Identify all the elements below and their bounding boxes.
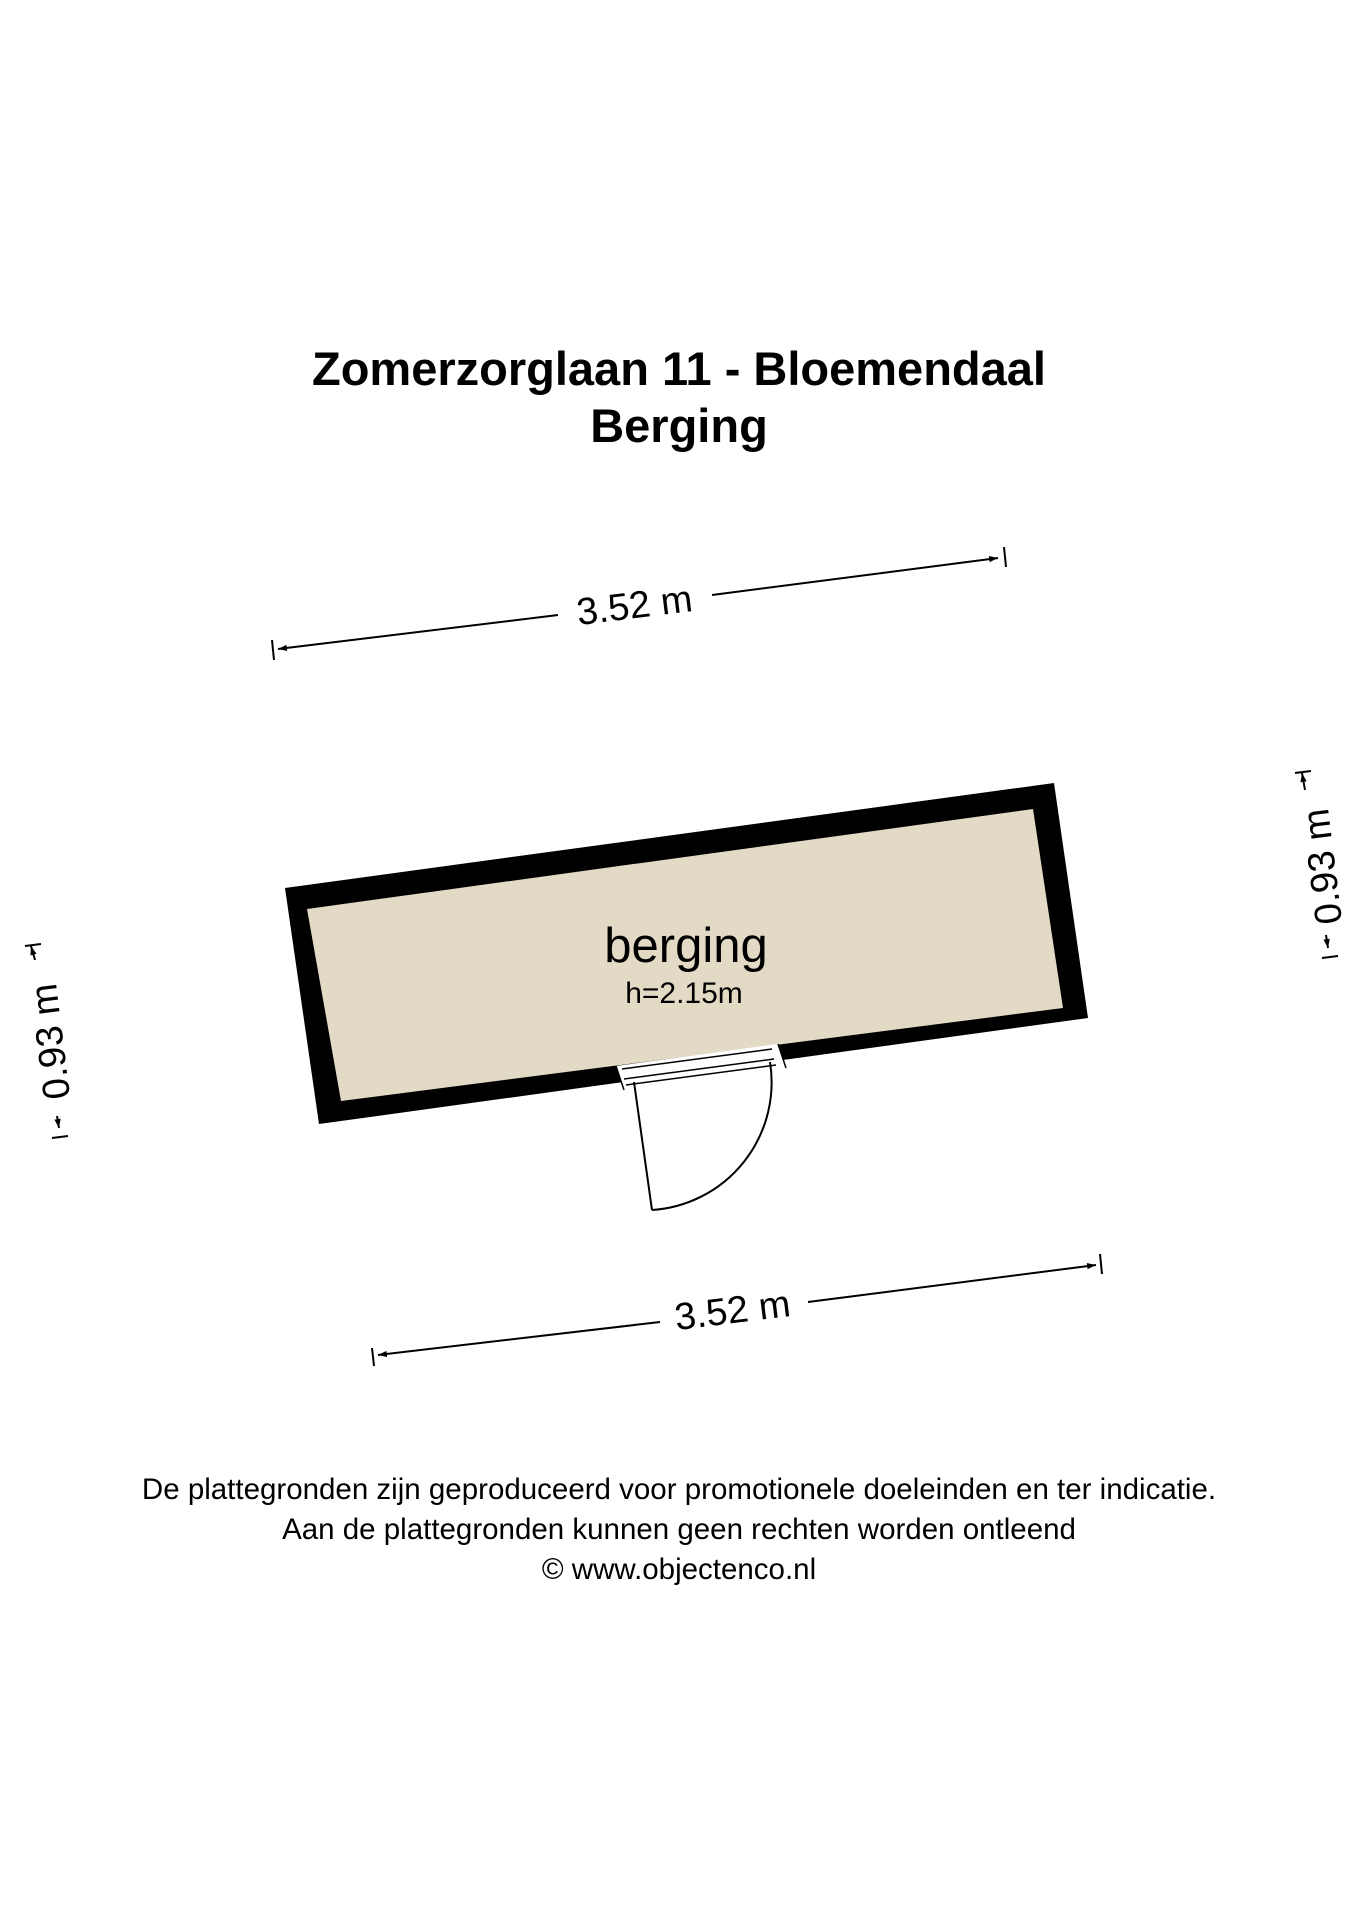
disclaimer-line-1: De plattegronden zijn geproduceerd voor promotionele doeleinden en ter indicatie. — [141, 1473, 1217, 1506]
dimension-right-label: 0.93 m — [1295, 806, 1352, 927]
dimension-top-label: 3.52 m — [574, 578, 695, 635]
dimension-bottom — [372, 1254, 1102, 1366]
dimension-left — [23, 944, 79, 1138]
dimension-right — [1295, 771, 1351, 958]
plan-title: Zomerzorglaan 11 - Bloemendaal — [312, 342, 1046, 395]
copyright-link[interactable]: © www.objectenco.nl — [541, 1553, 817, 1586]
plan-subtitle: Berging — [590, 399, 768, 452]
dimension-left-label: 0.93 m — [23, 981, 80, 1102]
room-name: berging — [604, 919, 768, 973]
dimension-bottom-label: 3.52 m — [672, 1283, 793, 1340]
dimension-top — [272, 547, 1006, 660]
disclaimer-line-2: Aan de plattegronden kunnen geen rechten worden ontleend — [282, 1513, 1076, 1546]
door — [616, 1044, 786, 1210]
room-height: h=2.15m — [625, 977, 743, 1010]
